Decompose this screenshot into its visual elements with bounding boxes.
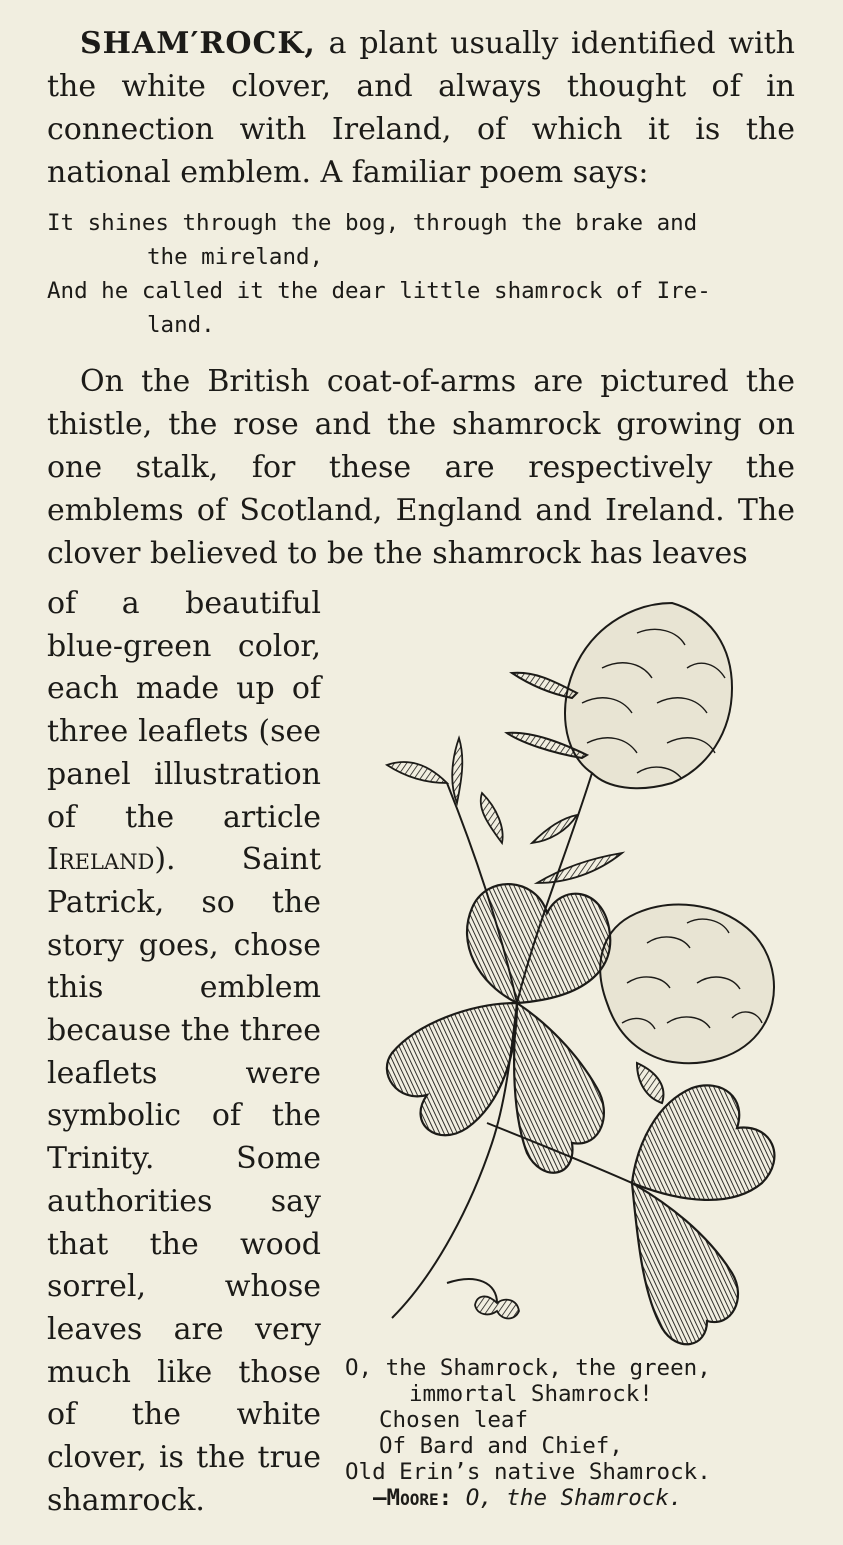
caption-line-5: Old Erin’s native Shamrock. [345,1459,711,1485]
caption-line-3: Chosen leaf [379,1407,529,1433]
clover-flower-bottom [600,905,774,1103]
attribution-title: O, the Shamrock. [465,1485,683,1511]
poem-line-2: And he called it the dear little shamrock of Ire- [47,278,711,304]
column-text-end: ). Saint Patrick, so the story goes, chose this emblem because the three leaflets were symbolic of the Trinity. Some authorities say that the wood sorrel, whose leaves are very much like those of the white clover, is the true shamrock. [47,842,321,1518]
narrow-text-column [47,583,321,1522]
cross-reference-ireland: Ireland [47,842,155,878]
poem-line-1-continuation: the mireland, [147,244,324,270]
poem-quote [47,206,795,342]
intro-paragraph [47,22,795,194]
illustrated-section [47,583,795,1533]
headword: SHAM′ROCK, [80,26,316,61]
shamrock-clover-illustration [337,583,797,1353]
trefoil-leaf-center [387,884,610,1173]
caption-line-1: O, the Shamrock, the green, [345,1355,711,1381]
caption-attribution [345,1485,797,1511]
poem-line-1: It shines through the bog, through the brake and [47,210,698,236]
column-text-start: of a beautiful blue-green color, each made up of three leaflets (see panel illustration of the article [47,586,321,835]
caption-line-2: immortal Shamrock! [409,1381,653,1407]
trefoil-leaf-right [632,1085,774,1344]
attribution-author: —Moore: [373,1485,453,1511]
clover-flower-top [507,603,732,788]
intro-text: a plant usually identified with the white clover, and always thought of in connection with Ireland, of which it is the national emblem. A familiar poem says: [47,26,795,190]
coat-of-arms-paragraph: On the British coat-of-arms are pictured the thistle, the rose and the shamrock growing on one stalk, for these are respectively the emblems of Scotland, England and Ireland. The clover believed to be the shamrock has leaves [47,364,795,571]
article-page [47,22,795,575]
poem-line-2-continuation: land. [147,312,215,338]
caption-line-4: Of Bard and Chief, [379,1433,623,1459]
verse-caption [345,1355,797,1511]
